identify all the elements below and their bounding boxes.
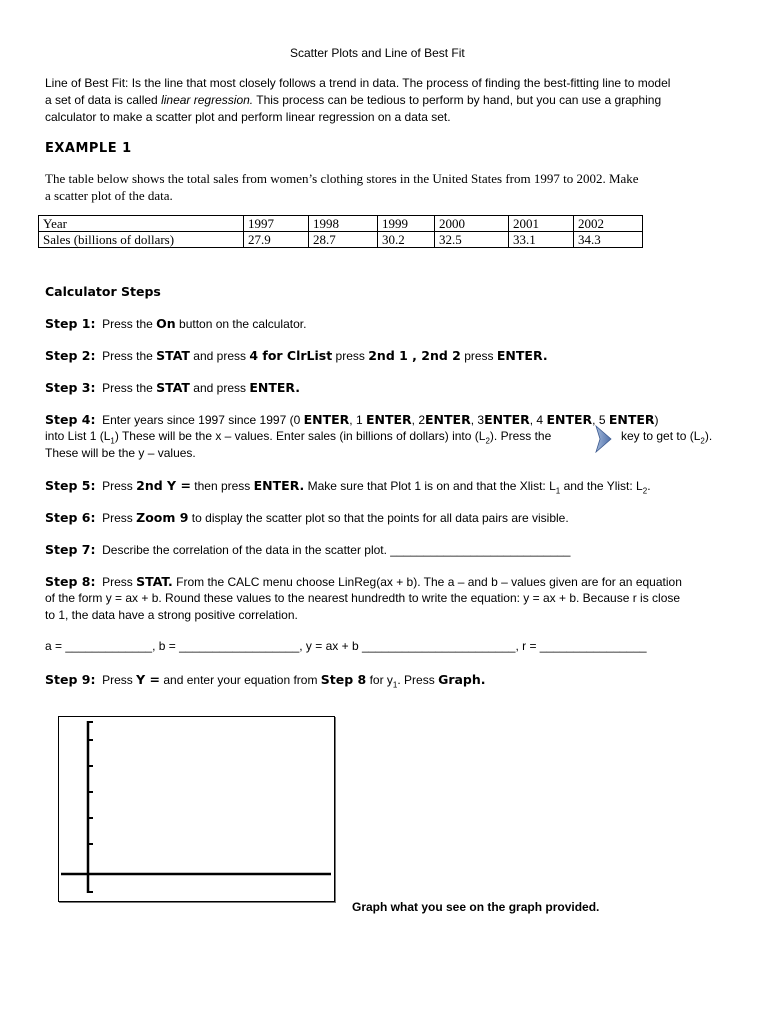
step-text: Press the (102, 317, 157, 331)
step-text: . Press (397, 673, 439, 687)
table-cell: 33.1 (509, 232, 574, 248)
step-reference: Step 8 (320, 672, 367, 687)
step-label: Step 7: (45, 542, 96, 557)
table-cell: 2002 (574, 216, 643, 232)
step-text: ). Press the (489, 429, 552, 443)
right-arrow-key-icon (593, 425, 613, 453)
key-enter: ENTER (546, 412, 593, 427)
step-text: Press (102, 479, 137, 493)
example-desc-1: The table below shows the total sales from women’s clothing stores in the United States from 1997 to 2002. Make (45, 171, 639, 186)
step-5 (45, 478, 651, 495)
subscript: 2 (642, 486, 648, 496)
key-stat: STAT (156, 380, 190, 395)
key-y-equals: Y = (136, 672, 161, 687)
graph-axes (59, 717, 334, 901)
step-text: ) (654, 413, 659, 427)
step-4-line-2-end (621, 429, 712, 445)
step-text: , 2 (411, 413, 426, 427)
table-row (39, 216, 643, 232)
step-text: Press the (102, 381, 157, 395)
step-text: Make sure that Plot 1 is on and that the Xlist: L (304, 479, 556, 493)
key-enter: ENTER (608, 412, 655, 427)
key-2nd-y: 2nd Y = (136, 478, 191, 493)
key-on: On (156, 316, 176, 331)
step-text: and the Ylist: L (560, 479, 643, 493)
table-cell: Sales (billions of dollars) (39, 232, 244, 248)
table-cell: 2001 (509, 216, 574, 232)
step-label: Step 9: (45, 672, 96, 687)
step-text: Press (102, 575, 137, 589)
subscript: 1 (555, 486, 561, 496)
step-text: press (460, 349, 497, 363)
step-4-line-2 (45, 429, 551, 445)
table-cell: 28.7 (309, 232, 378, 248)
key-enter: ENTER. (496, 348, 548, 363)
step-text: key to get to (L (621, 429, 701, 443)
table-cell: 34.3 (574, 232, 643, 248)
step-label: Step 3: (45, 380, 96, 395)
step-7 (45, 542, 570, 557)
key-clrlist: 4 for ClrList (249, 348, 333, 363)
key-enter: ENTER. (253, 478, 305, 493)
step-text: to display the scatter plot so that the points for all data pairs are visible. (188, 511, 569, 525)
step-text: Press (102, 673, 137, 687)
step-text: Describe the correlation of the data in the scatter plot. ___________________________ (102, 543, 571, 557)
step-8-blanks: a = _____________, b = __________________, y = ax + b _______________________, r = ________________ (45, 639, 647, 653)
step-label: Step 1: (45, 316, 96, 331)
step-text: Press the (102, 349, 157, 363)
step-text: Enter years since 1997 since 1997 (0 (102, 413, 304, 427)
table-cell: 2000 (435, 216, 509, 232)
step-label: Step 2: (45, 348, 96, 363)
table-row (39, 232, 643, 248)
subscript: 2 (700, 436, 705, 446)
step-text: and press (189, 349, 250, 363)
sales-table (38, 215, 643, 248)
key-stat: STAT. (136, 574, 173, 589)
key-enter: ENTER. (249, 380, 300, 395)
step-1 (45, 316, 306, 331)
step-3 (45, 380, 300, 395)
step-4-line-3: These will be the y – values. (45, 446, 196, 460)
key-zoom: Zoom 9 (136, 510, 189, 525)
step-label: Step 5: (45, 478, 96, 493)
step-text: From the CALC menu choose LinReg(ax + b). The a – and b – values given are for an equation (172, 575, 682, 589)
step-9 (45, 672, 486, 689)
step-text: for y (366, 673, 393, 687)
step-text: then press (190, 479, 254, 493)
step-text: ) These will be the x – values. Enter sales (in billions of dollars) into (L (114, 429, 486, 443)
example-heading: EXAMPLE 1 (45, 141, 132, 156)
step-8-line-2: of the form y = ax + b. Round these values to the nearest hundredth to write the equation: y = ax + b. Because r is close (45, 591, 681, 605)
key-enter: ENTER (303, 412, 350, 427)
blank-graph (58, 716, 335, 902)
step-text: and enter your equation from (160, 673, 321, 687)
step-text: ). (704, 429, 713, 443)
step-2 (45, 348, 548, 363)
table-cell: 1999 (378, 216, 435, 232)
key-stat: STAT (156, 348, 190, 363)
intro-line-2c: This process can be tedious to perform by hand, but you can use a graphing (253, 93, 662, 107)
table-cell: 1998 (309, 216, 378, 232)
intro-line-3: calculator to make a scatter plot and perform linear regression on a data set. (45, 110, 451, 124)
subscript: 2 (485, 436, 490, 446)
step-text: and press (189, 381, 250, 395)
step-text: , 3 (470, 413, 485, 427)
intro-line-2 (45, 93, 661, 107)
step-text: , 4 (529, 413, 547, 427)
step-6 (45, 510, 569, 525)
table-cell: 30.2 (378, 232, 435, 248)
graph-caption: Graph what you see on the graph provided. (352, 900, 600, 914)
step-text: into List 1 (L (45, 429, 111, 443)
example-desc-2: a scatter plot of the data. (45, 188, 173, 203)
subscript: 1 (392, 680, 398, 690)
step-label: Step 4: (45, 412, 96, 427)
intro-line-1: Line of Best Fit: Is the line that most closely follows a trend in data. The process of finding the best-fitting line to model (45, 76, 671, 90)
step-text: Press (102, 511, 137, 525)
subscript: 1 (110, 436, 115, 446)
calculator-steps-heading: Calculator Steps (45, 284, 161, 299)
step-text: , 5 (592, 413, 609, 427)
page-title: Scatter Plots and Line of Best Fit (290, 46, 465, 60)
table-cell: 32.5 (435, 232, 509, 248)
linear-regression-term: linear regression. (161, 93, 254, 107)
step-text: . (647, 479, 651, 493)
step-text: press (332, 349, 369, 363)
step-label: Step 6: (45, 510, 96, 525)
intro-line-2a: a set of data is called (45, 93, 162, 107)
table-cell: Year (39, 216, 244, 232)
key-enter: ENTER (425, 412, 471, 427)
key-graph: Graph. (438, 672, 486, 687)
table-cell: 1997 (244, 216, 309, 232)
key-2nd: 2nd 1 , 2nd 2 (368, 348, 461, 363)
step-8-line-1 (45, 574, 682, 589)
step-4-line-1 (45, 412, 659, 427)
key-enter: ENTER (484, 412, 530, 427)
table-cell: 27.9 (244, 232, 309, 248)
step-text: , 1 (349, 413, 366, 427)
step-label: Step 8: (45, 574, 96, 589)
key-enter: ENTER (365, 412, 412, 427)
step-8-line-3: to 1, the data have a strong positive correlation. (45, 608, 298, 622)
step-text: button on the calculator. (175, 317, 307, 331)
